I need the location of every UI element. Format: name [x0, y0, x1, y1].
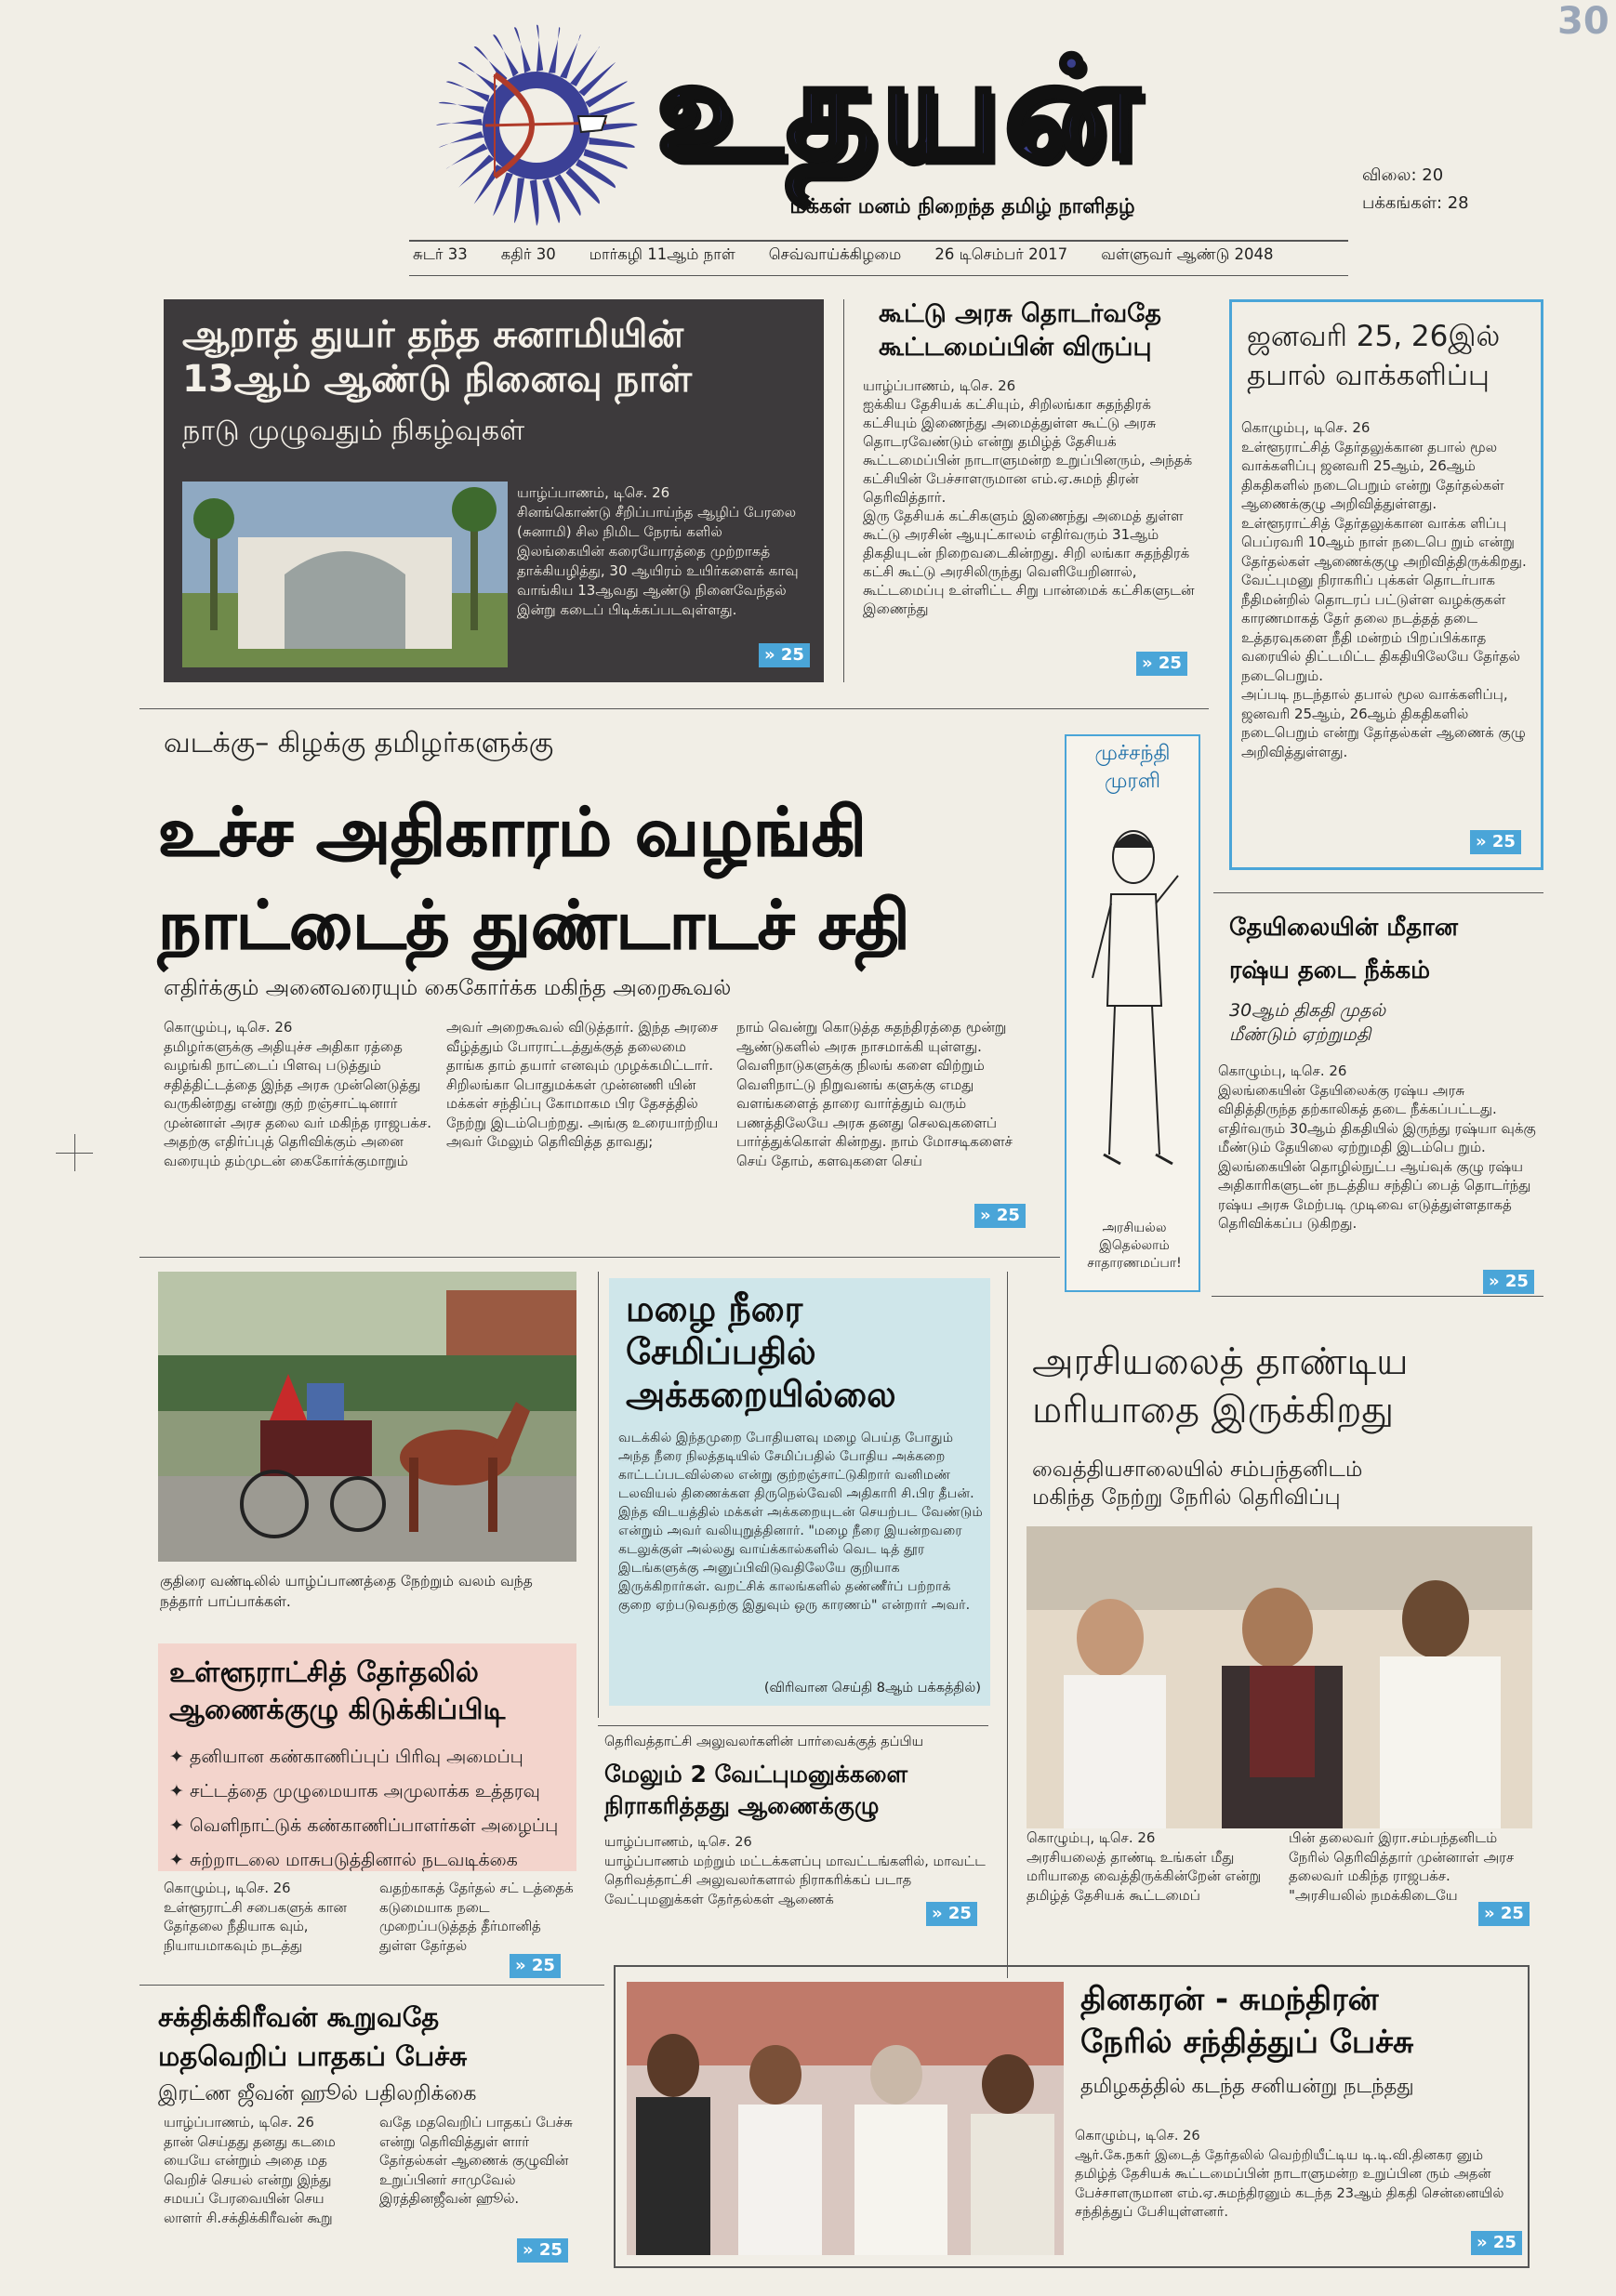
tea-continued-page: 25: [1504, 1272, 1529, 1291]
dateline-year: வள்ளுவர் ஆண்டு 2048: [1101, 245, 1274, 263]
nominations-headline-1: மேலும் 2 வேட்புமனுக்களை: [604, 1761, 908, 1788]
dinakaran-headline-1: தினகரன் - சுமந்திரன்: [1080, 1981, 1379, 2018]
local-election-col-2: வதற்காகத் தேர்தல் சட் டத்தைக் கடுமையாக நடை முறைப்படுத்தத் தீர்மானித் துள்ள தேர்தல்: [379, 1880, 574, 1954]
sun-ray: [542, 178, 560, 224]
local-election-bullet-2: ✦ சட்டத்தை முழுமையாக அமுலாக்க உத்தரவு: [169, 1781, 540, 1801]
page-count: பக்கங்கள்: 28: [1362, 193, 1469, 213]
local-election-continued-page: 25: [531, 1956, 555, 1975]
sun-ray: [514, 178, 524, 223]
coalition-headline-1: கூட்டு அரசு தொடர்வதே: [879, 299, 1161, 328]
lead-col-3: நாம் வென்று கொடுத்த சுதந்திரத்தை மூன்று ஆண்டுகளில் அரசு நாசமாக்கி யுள்ளது. வெளிநாடுகளுக்கு நிலங் களை விற்றும் வெளிநாட்டு நிறுவனங் களுக்கு எமது வளங்களைத் தாரை வார்த்தும் வரும் பணத்திலேயே அரசு தனது செலவுகளைப் பார்த்துக்கொள் கின்றது. நாம் மோசடிகளைச் செய் தோம், களவுகளை செய்: [736, 1019, 1013, 1169]
sun-ray: [549, 27, 560, 73]
masthead-tagline: மக்கள் மனம் நிறைந்த தமிழ் நாளிதழ்: [789, 195, 1135, 218]
sakthi-col-2: வதே மதவெறிப் பாதகப் பேச்சு என்று தெரிவித்துள் ளார் தேர்தல்கள் ஆணைக் குழுவின் உறுப்பினர் சாமுவேல் இரத்தினஜீவன் ஹூல்.: [379, 2115, 573, 2207]
postal-body: கொழும்பு, டிசெ. 26 உள்ளூராட்சித் தேர்தலுக்கான தபால் மூல வாக்களிப்பு ஜனவரி 25ஆம், 26ஆம் திகதிகளில் நடைபெறும் என்று தேர்தல்கள் ஆணைக்குழு அறிவித்துள்ளது. உள்ளூராட்சித் தேர்தலுக்கான வாக்க ளிப்பு பெப்ரவரி 10ஆம் நாள் நடைபெ றும் என்று தேர்தல்கள் ஆணைக்குழு அறிவித்திருக்கிறது. வேட்புமனு நிராகரிப் புக்கள் தொடர்பாக நீதிமன்றில் தொடரப் பட்டுள்ள வழக்குகள் காரணமாகத் தேர் தலை நடத்தத் தடை உத்தரவுகளை நீதி மன்றம் பிறப்பிக்காத வரையில் திட்டமிட்ட திகதியிலேயே தேர்தல் நடைபெறும். அப்படி நடந்தால் தபால் மூல வாக்களிப்பு, ஜனவரி 25ஆம், 26ஆம் திகதிகளில் நடைபெறும் என்று தேர்தல்கள் ஆணைக் குழு அறிவித்துள்ளது.: [1241, 419, 1527, 760]
dinakaran-meeting-photo: [627, 1982, 1064, 2255]
cartoon-box: [1065, 734, 1200, 1292]
coalition-body: யாழ்ப்பாணம், டிசெ. 26 ஐக்கிய தேசியக் கட்சியும், சிறிலங்கா சுதந்திரக் கட்சியும் இணைந்து அமைத்துள்ள கூட்டு அரசு தொடரவேண்டும் என்று தமிழ்த் தேசியக் கூட்டமைப்பின் நாடாளுமன்ற உறுப்பினரும், அந்தக் கட்சியின் பேச்சாளருமான எம்.ஏ.சுமந் திரன் தெரிவித்தார். இரு தேசியக் கட்சிகளும் இணைந்து அமைத் துள்ள கூட்டு அரசின் ஆயுட்காலம் எதிர்வரும் 31ஆம் திகதியுடன் நிறைவடைகின்றது. சிறி லங்கா சுதந்திரக் கட்சி கூட்டு அரசிலிருந்து வெளியேறினால், கூட்டமைப்பு உள்ளிட்ட சிறு பான்மைக் கட்சிகளுடன் இணைந்து: [863, 377, 1195, 617]
local-election-col-1: கொழும்பு, டிசெ. 26 உள்ளூராட்சி சபைகளுக் கான தேர்தலை நீதியாக வும், நியாயமாகவும் நடத்து: [164, 1880, 347, 1954]
tsunami-memorial-photo: [182, 482, 508, 667]
lead-col-2: அவர் அறைகூவல் விடுத்தார். இந்த அரசை வீழ்த்தும் போராட்டத்துக்குத் தலைமை தாங்க தாம் தயார் எனவும் முழக்கமிட்டார். சிறிலங்கா பொதுமக்கள் முன்னணி யின் மக்கள் சந்திப்பு கோமாகம பிர தேசத்தில் நேற்று இடம்பெற்றது. அங்கு உரையாற்றிய அவர் மேலும் தெரிவித்த தாவது;: [446, 1019, 719, 1150]
corner-stamp: 30: [1557, 0, 1609, 43]
postal-headline-2: தபால் வாக்களிப்பு: [1247, 359, 1490, 392]
lead-continued-page: 25: [996, 1206, 1020, 1225]
tea-headline-2: ரஷ்ய தடை நீக்கம்: [1229, 957, 1430, 984]
sun-ray: [536, 25, 543, 72]
dinakaran-continued-badge[interactable]: » 25: [1471, 2231, 1522, 2255]
local-election-bullet-4: ✦ சுற்றாடலை மாசுபடுத்தினால் நடவடிக்கை: [169, 1850, 518, 1870]
dinakaran-body: கொழும்பு, டிசெ. 26 ஆர்.கே.நகர் இடைத் தேர்தலில் வெற்றியீட்டிய டி.டி.வி.தினகர னும் தமிழ்த் தேசியக் கூட்டமைப்பின் நாடாளுமன்ற உறுப்பின ரும் அதன் பேச்சாளருமான எம்.ஏ.சுமந்திரனும் கடந்த 23ஆம் திகதி சென்னையில் சந்தித்துப் பேசியுள்ளனர்.: [1075, 2128, 1504, 2220]
dinakaran-continued-page: 25: [1492, 2233, 1517, 2252]
sun-ray: [439, 102, 484, 113]
sun-ray: [446, 81, 490, 101]
cartoon-figure-icon: [1076, 820, 1191, 1201]
masthead-title: உதயன்: [656, 29, 1143, 191]
tsunami-continued-page: 25: [780, 645, 804, 665]
nominations-headline-2: நிராகரித்தது ஆணைக்குழு: [604, 1792, 880, 1819]
cartoon-caption: அரசியல்ல இதெல்லாம் சாதாரணமப்பா!: [1087, 1221, 1182, 1271]
sun-ray: [514, 27, 531, 73]
local-election-bullet-1-text: தனியான கண்காணிப்புப் பிரிவு அமைப்பு: [189, 1747, 523, 1767]
tea-continued-badge[interactable]: » 25: [1483, 1270, 1534, 1294]
rain-headline-2: சேமிப்பதில்: [626, 1331, 816, 1372]
rain-box: [609, 1278, 990, 1706]
dateline-tamil-date: மார்கழி 11ஆம் நாள்: [589, 245, 735, 263]
rain-headline-3: அக்கறையில்லை: [626, 1374, 896, 1415]
dateline-weekday: செவ்வாய்க்கிழமை: [768, 245, 902, 263]
respect-subhead-2: மகிந்த நேற்று நேரில் தெரிவிப்பு: [1032, 1485, 1341, 1510]
postal-box: [1229, 299, 1543, 870]
tea-headline-1: தேயிலையின் மீதான: [1229, 914, 1458, 942]
nominations-kicker: தெரிவத்தாட்சி அலுவலர்களின் பார்வைக்குத் தப்பிய: [604, 1735, 924, 1749]
rain-body: வடக்கில் இந்தமுறை போதியளவு மழை பெய்த போதும் அந்த நீரை நிலத்தடியில் சேமிப்பதில் போதிய அக்கறை காட்டப்படவில்லை என்று குற்றஞ்சாட்டுகிறார் வனிமண் டலவியல் திணைக்கள திருநெல்வேலி அதிகாரி சி.பிர தீபன். இந்த விடயத்தில் மக்கள் அக்கறையுடன் செயற்பட வேண்டும் என்றும் அவர் வலியுறுத்தினார். "மழை நீரை இயன்றவரை கடலுக்குள் அல்லது வாய்க்கால்களில் வெட டித் தூர இடங்களுக்கு அனுப்பிவிடுவதிலேயே குறியாக இருக்கிறார்கள். வறட்சிக் காலங்களில் தண்ணீர்ப் பற்றாக் குறை ஏற்படுவதற்கு இதுவும் ஒரு காரணம்" என்றார் அவர்.: [618, 1431, 983, 1613]
dinakaran-subhead: தமிழகத்தில் கடந்த சனியன்று நடந்தது: [1080, 2075, 1414, 2097]
local-election-bullet-1: ✦ தனியான கண்காணிப்புப் பிரிவு அமைப்பு: [169, 1747, 523, 1767]
postal-headline-1: ஜனவரி 25, 26இல்: [1247, 320, 1501, 353]
rain-headline-1: மழை நீரை: [626, 1288, 803, 1329]
dateline-date: 26 டிசெம்பர் 2017: [934, 245, 1068, 263]
tea-subhead-2: மீண்டும் ஏற்றுமதி: [1229, 1024, 1371, 1045]
rain-note[interactable]: (விரிவான செய்தி 8ஆம் பக்கத்தில்): [763, 1681, 981, 1696]
respect-continued-badge[interactable]: » 25: [1478, 1902, 1530, 1926]
horse-carriage-photo: [158, 1272, 576, 1562]
dateline-ray: கதிர் 30: [500, 245, 556, 263]
tsunami-subhead: நாடு முழுவதும் நிகழ்வுகள்: [182, 415, 525, 447]
sun-ray: [493, 173, 513, 217]
local-election-bullet-4-text: சுற்றாடலை மாசுபடுத்தினால் நடவடிக்கை: [189, 1850, 518, 1870]
postal-continued-page: 25: [1491, 832, 1516, 851]
sakthi-col-1: யாழ்ப்பாணம், டிசெ. 26 தான் செய்தது தனது கடமை யையே என்றும் அதை மத வெறிச் செயல் என்று இந்து சமயப் பேரவையின் செய லாளர் சி.சக்திக்கிரீவன் கூறு: [164, 2115, 336, 2226]
sun-ray: [436, 119, 483, 125]
lead-kicker: வடக்கு– கிழக்கு தமிழர்களுக்கு: [164, 727, 554, 759]
sun-ray: [439, 131, 484, 148]
cartoon-title-1: முச்சந்தி: [1094, 742, 1171, 765]
nominations-continued-badge[interactable]: » 25: [926, 1902, 977, 1926]
local-election-headline-2: ஆணைக்குழு கிடுக்கிப்பிடி: [169, 1694, 506, 1726]
respect-continued-page: 25: [1500, 1904, 1524, 1923]
hospital-visit-photo: [1027, 1526, 1532, 1828]
lead-continued-badge[interactable]: » 25: [974, 1204, 1026, 1228]
respect-headline-1: அரசியலைத் தாண்டிய: [1032, 1340, 1409, 1383]
dinakaran-box: [614, 1965, 1530, 2268]
local-election-continued-badge[interactable]: » 25: [510, 1954, 561, 1978]
sakthi-headline-1: சக்திக்கிரீவன் கூறுவதே: [158, 2001, 440, 2033]
tea-subhead-1: 30ஆம் திகதி முதல்: [1229, 1000, 1386, 1021]
respect-subhead-1: வைத்தியசாலையில் சம்பந்தனிடம்: [1032, 1458, 1363, 1482]
cartoon-title-2: முரளி: [1104, 770, 1161, 793]
local-election-headline-1: உள்ளூராட்சித் தேர்தலில்: [169, 1656, 479, 1689]
lead-subhead: எதிர்க்கும் அனைவரையும் கைகோர்க்க மகிந்த அறைகூவல்: [164, 976, 732, 1000]
price: விலை: 20: [1362, 165, 1444, 185]
sun-ray: [584, 149, 628, 169]
local-election-box: [158, 1643, 576, 1871]
sun-ray: [530, 179, 539, 226]
coalition-continued-page: 25: [1158, 653, 1182, 673]
sakthi-continued-badge[interactable]: » 25: [517, 2238, 568, 2263]
tsunami-box: [164, 299, 824, 682]
horse-caption: குதிரை வண்டிலில் யாழ்ப்பாணத்தை நேற்றும் வலம் வந்த நத்தார் பாப்பாக்கள்.: [160, 1573, 533, 1610]
lead-headline-2: நாட்டைத் துண்டாடச் சதி: [158, 886, 910, 964]
local-election-bullet-2-text: சட்டத்தை முழுமையாக அமுலாக்க உத்தரவு: [189, 1781, 540, 1801]
nominations-continued-page: 25: [947, 1904, 972, 1923]
respect-col-2: பின் தலைவர் இரா.சம்பந்தனிடம் நேரில் தெரிவித்தார் முன்னாள் அரச தலைவர் மகிந்த ராஜபக்ச. "அரசியலில் நமக்கிடையே: [1289, 1829, 1515, 1904]
dateline-issue: சுடர் 33: [413, 245, 468, 263]
sakthi-headline-2: மதவெறிப் பாதகப் பேச்சு: [158, 2040, 468, 2072]
nominations-body: யாழ்ப்பாணம், டிசெ. 26 யாழ்ப்பாணம் மற்றும் மட்டக்களப்பு மாவட்டங்களில், மாவட்ட தெரிவத்தாட்சி அலுவலர்களால் நிராகரிக்கப் படாத வேட்புமனுக்கள் தேர்தல்கள் ஆணைக்: [604, 1835, 986, 1907]
sakthi-continued-page: 25: [538, 2240, 563, 2260]
local-election-bullets: [169, 1740, 569, 1878]
coalition-headline-2: கூட்டமைப்பின் விருப்பு: [879, 333, 1152, 362]
tsunami-headline-1: ஆறாத் துயர் தந்த சுனாமியின்: [182, 313, 684, 356]
local-election-bullet-3: ✦ வெளிநாட்டுக் கண்காணிப்பாளர்கள் அழைப்பு: [169, 1815, 559, 1836]
postal-continued-badge[interactable]: » 25: [1470, 830, 1521, 854]
dateline: [409, 245, 1352, 270]
respect-headline-2: மரியாதை இருக்கிறது: [1032, 1389, 1395, 1432]
tsunami-continued-badge[interactable]: » 25: [759, 643, 810, 667]
tsunami-headline-2: 13ஆம் ஆண்டு நினைவு நாள்: [182, 358, 693, 401]
sakthi-subhead: இரட்ண ஜீவன் ஹூல் பதிலறிக்கை: [158, 2082, 477, 2105]
dinakaran-headline-2: நேரில் சந்தித்துப் பேச்சு: [1080, 2024, 1414, 2061]
sun-logo-icon: [430, 19, 643, 232]
sun-ray: [589, 138, 634, 148]
coalition-continued-badge[interactable]: » 25: [1136, 652, 1187, 676]
tea-body: கொழும்பு, டிசெ. 26 இலங்கையின் தேயிலைக்கு ரஷ்ய அரசு விதித்திருந்த தற்காலிகத் தடை நீக்கப்பட்டது. எதிர்வரும் 30ஆம் திகதியில் இருந்து ரஷ்யா வுக்கு மீண்டும் தேயிலை ஏற்றுமதி இடம்பெ றும். இலங்கையின் தொழில்நுட்ப ஆய்வுக் குழு ரஷ்ய அதிகாரிகளுடன் நடத்திய சந்திப் பைத் தொடர்ந்து ரஷ்ய அரசு மேற்படி முடிவை எடுத்துள்ளதாகத் தெரிவிக்கப்ப டுகிறது.: [1218, 1062, 1536, 1232]
local-election-bullet-3-text: வெளிநாட்டுக் கண்காணிப்பாளர்கள் அழைப்பு: [189, 1815, 559, 1836]
tsunami-body: யாழ்ப்பாணம், டிசெ. 26 சினங்கொண்டு சீறிப்பாய்ந்த ஆழிப் பேரலை (சுனாமி) சில நிமிட நேரங் களில் இலங்கையின் கரையோரத்தை முற்றாகத் தாக்கியழித்து, 30 ஆயிரம் உயிர்களைக் காவு வாங்கிய 13ஆவது ஆண்டு நினைவேந்தல் இன்று கடைப் பிடிக்கப்படவுள்ளது.: [517, 484, 799, 618]
lead-headline-1: உச்ச அதிகாரம் வழங்கி: [158, 793, 867, 871]
lead-col-1: கொழும்பு, டிசெ. 26 தமிழர்களுக்கு அதியுச்ச அதிகா ரத்தை வழங்கி நாட்டைப் பிளவு படுத்தும் சதித்திட்டத்தை இந்த அரசு முன்னெடுத்து வருகின்றது என்று குற் றஞ்சாட்டினார் முன்னாள் அரச தலை வர் மகிந்த ராஜபக்ச. அதற்கு எதிர்ப்புத் தெரிவிக்கும் அனை வரையும் தம்முடன் கைகோர்க்குமாறும்: [164, 1019, 431, 1169]
respect-col-1: கொழும்பு, டிசெ. 26 அரசியலைத் தாண்டி உங்கள் மீது மரியாதை வைத்திருக்கின்றேன் என்று தமிழ்த் தேசியக் கூட்டமைப்: [1027, 1829, 1262, 1904]
sun-ray: [560, 34, 580, 78]
